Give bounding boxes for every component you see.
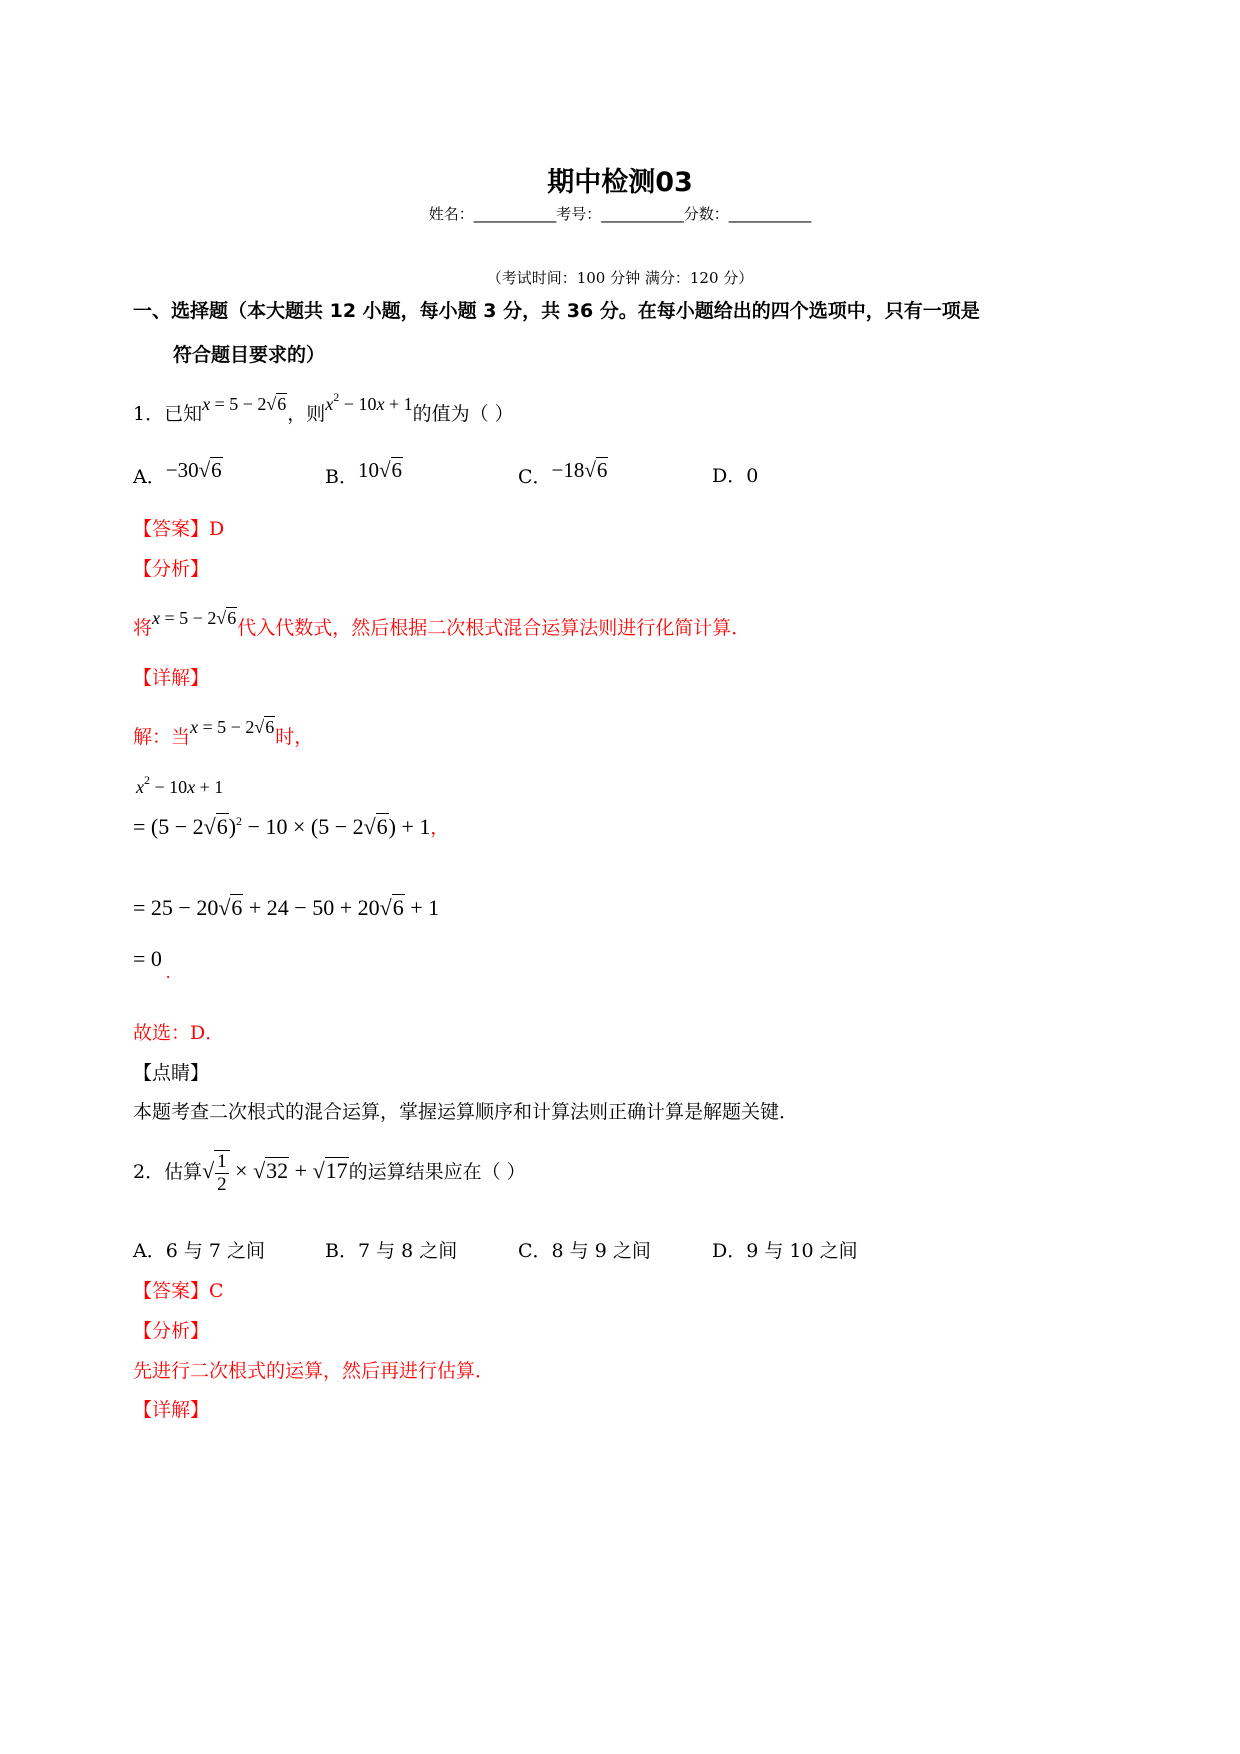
q1-option-d: D．0 xyxy=(712,465,759,487)
student-info-line: 姓名：___________考号：___________分数：___________ xyxy=(428,205,812,223)
q1-step-expression: $x^2 - 10x + 1$ xyxy=(136,773,224,797)
section-heading-line2: 符合题目要求的） xyxy=(173,344,326,366)
math-estimate-expression: √ $\frac{1}{2}$ × √32 + √17 xyxy=(202,1151,348,1195)
q1-detail-label: 【详解】 xyxy=(133,667,210,689)
q1-option-a: A．−30√6 xyxy=(133,458,222,488)
q1-step-3: = $0_.$ xyxy=(133,946,171,982)
page-title: 期中检测03 xyxy=(547,167,693,198)
q2-detail-label: 【详解】 xyxy=(133,1399,210,1421)
question-2-stem: 2．估算√ $\frac{1}{2}$ × √32 + √17的运算结果应在（ ） xyxy=(133,1151,526,1195)
math-x-def: x = 5 − 2√6 xyxy=(202,394,287,414)
q2-analysis-text: 先进行二次根式的运算，然后再进行估算． xyxy=(133,1360,495,1382)
q1-answer: 【答案】D xyxy=(133,518,225,540)
question-1-stem: 1．已知x = 5 − 2√6，则$x^2 - 10x + 1$的值为（ ） xyxy=(133,390,514,425)
q2-option-c: C．8 与 9 之间 xyxy=(518,1240,651,1262)
q1-step-1: = $(5 - 2√6)^2 - 10 \times (5 - 2√6) + 1$， xyxy=(133,814,449,839)
q2-answer: 【答案】C xyxy=(133,1280,224,1302)
q1-step-2: = 25 − 20√6 + 24 − 50 + 20√6 + 1 xyxy=(133,895,440,920)
section-heading-line1: 一、选择题（本大题共 12 小题，每小题 3 分，共 36 分。在每小题给出的四个选项中，只有一项是 xyxy=(133,300,980,322)
q1-comment-text: 本题考查二次根式的混合运算，掌握运算顺序和计算法则正确计算是解题关键． xyxy=(133,1101,799,1123)
q1-analysis-label: 【分析】 xyxy=(133,558,210,580)
q2-option-b: B．7 与 8 之间 xyxy=(325,1240,458,1262)
q1-comment-label: 【点睛】 xyxy=(133,1062,210,1084)
q1-detail-intro: 解：当x = 5 − 2√6时， xyxy=(133,717,314,748)
exam-meta: （考试时间：100 分钟 满分：120 分） xyxy=(486,269,754,287)
q1-conclusion: 故选：D． xyxy=(133,1022,225,1044)
q2-option-d: D．9 与 10 之间 xyxy=(712,1240,858,1262)
q1-analysis-text: 将x = 5 − 2√6代入代数式，然后根据二次根式混合运算法则进行化简计算． xyxy=(133,608,751,639)
q1-option-b: B．10√6 xyxy=(325,458,402,488)
q2-option-a: A．6 与 7 之间 xyxy=(133,1240,266,1262)
math-expression: $x^2 - 10x + 1$ xyxy=(325,390,413,414)
q2-analysis-label: 【分析】 xyxy=(133,1320,210,1342)
q1-option-c: C．−18√6 xyxy=(518,458,608,488)
